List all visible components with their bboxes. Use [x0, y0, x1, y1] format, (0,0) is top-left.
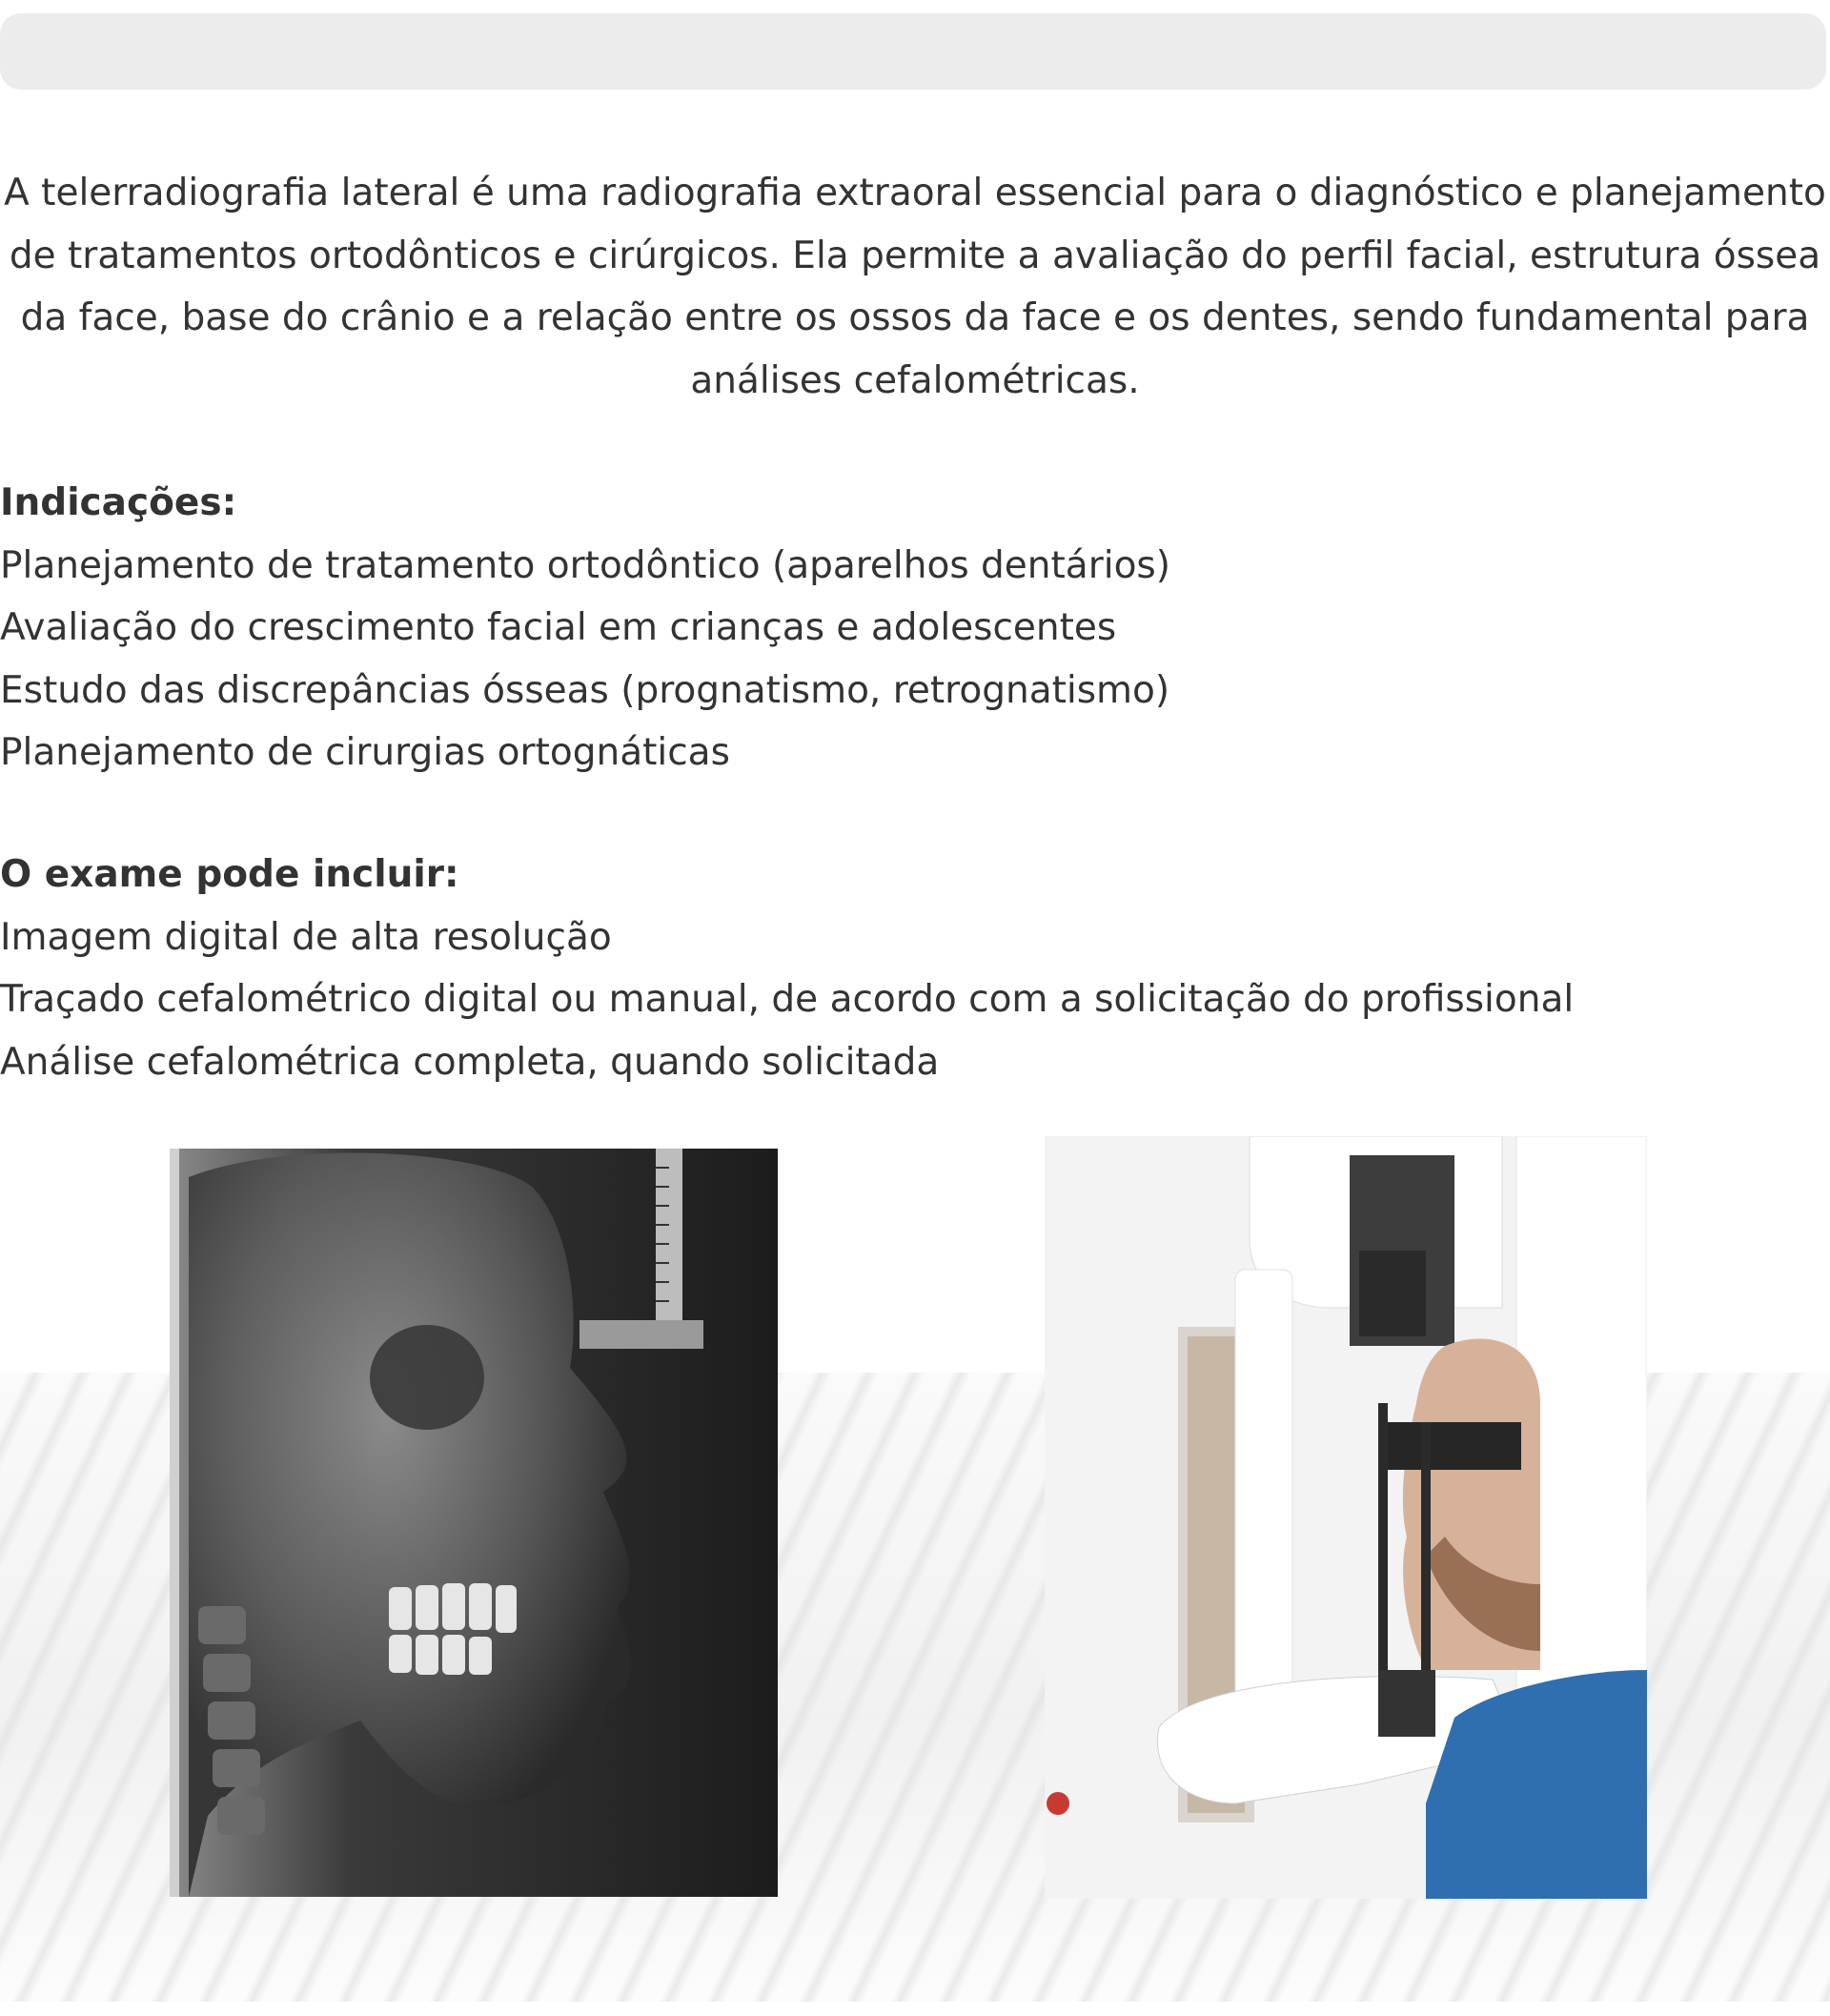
list-item: Planejamento de cirurgias ortognáticas — [0, 731, 730, 774]
list-item: Estudo das discrepâncias ósseas (prognatismo, retrognatismo) — [0, 668, 1170, 712]
top-bar — [0, 13, 1826, 90]
indications-section — [0, 472, 1170, 784]
exam-list — [0, 906, 1574, 1094]
list-item: Planejamento de tratamento ortodôntico (aparelhos dentários) — [0, 543, 1170, 587]
indications-list — [0, 535, 1170, 784]
xray-illustration — [170, 1149, 778, 1897]
xray-image — [170, 1149, 778, 1897]
intro-paragraph: A telerradiografia lateral é uma radiografia extraoral essencial para o diagnóstico e planejamento de tratamentos ortodônticos e cirúrgicos. Ela permite a avaliação do perfil facial, estrutura óssea da face, base do crânio e a relação entre os ossos da face e os dentes, sendo fundamental para análises cefalométricas. — [4, 172, 1826, 402]
list-item: Imagem digital de alta resolução — [0, 915, 612, 959]
exam-title: O exame pode incluir: — [0, 853, 459, 896]
patient-scanner-image — [1045, 1136, 1647, 1899]
list-item: Análise cefalométrica completa, quando solicitada — [0, 1040, 940, 1084]
exam-section — [0, 844, 1574, 1093]
indications-title: Indicações: — [0, 481, 237, 524]
scanner-illustration — [1045, 1136, 1647, 1899]
list-item: Traçado cefalométrico digital ou manual, de acordo com a solicitação do profissional — [0, 978, 1575, 1021]
list-item: Avaliação do crescimento facial em crianças e adolescentes — [0, 606, 1117, 649]
